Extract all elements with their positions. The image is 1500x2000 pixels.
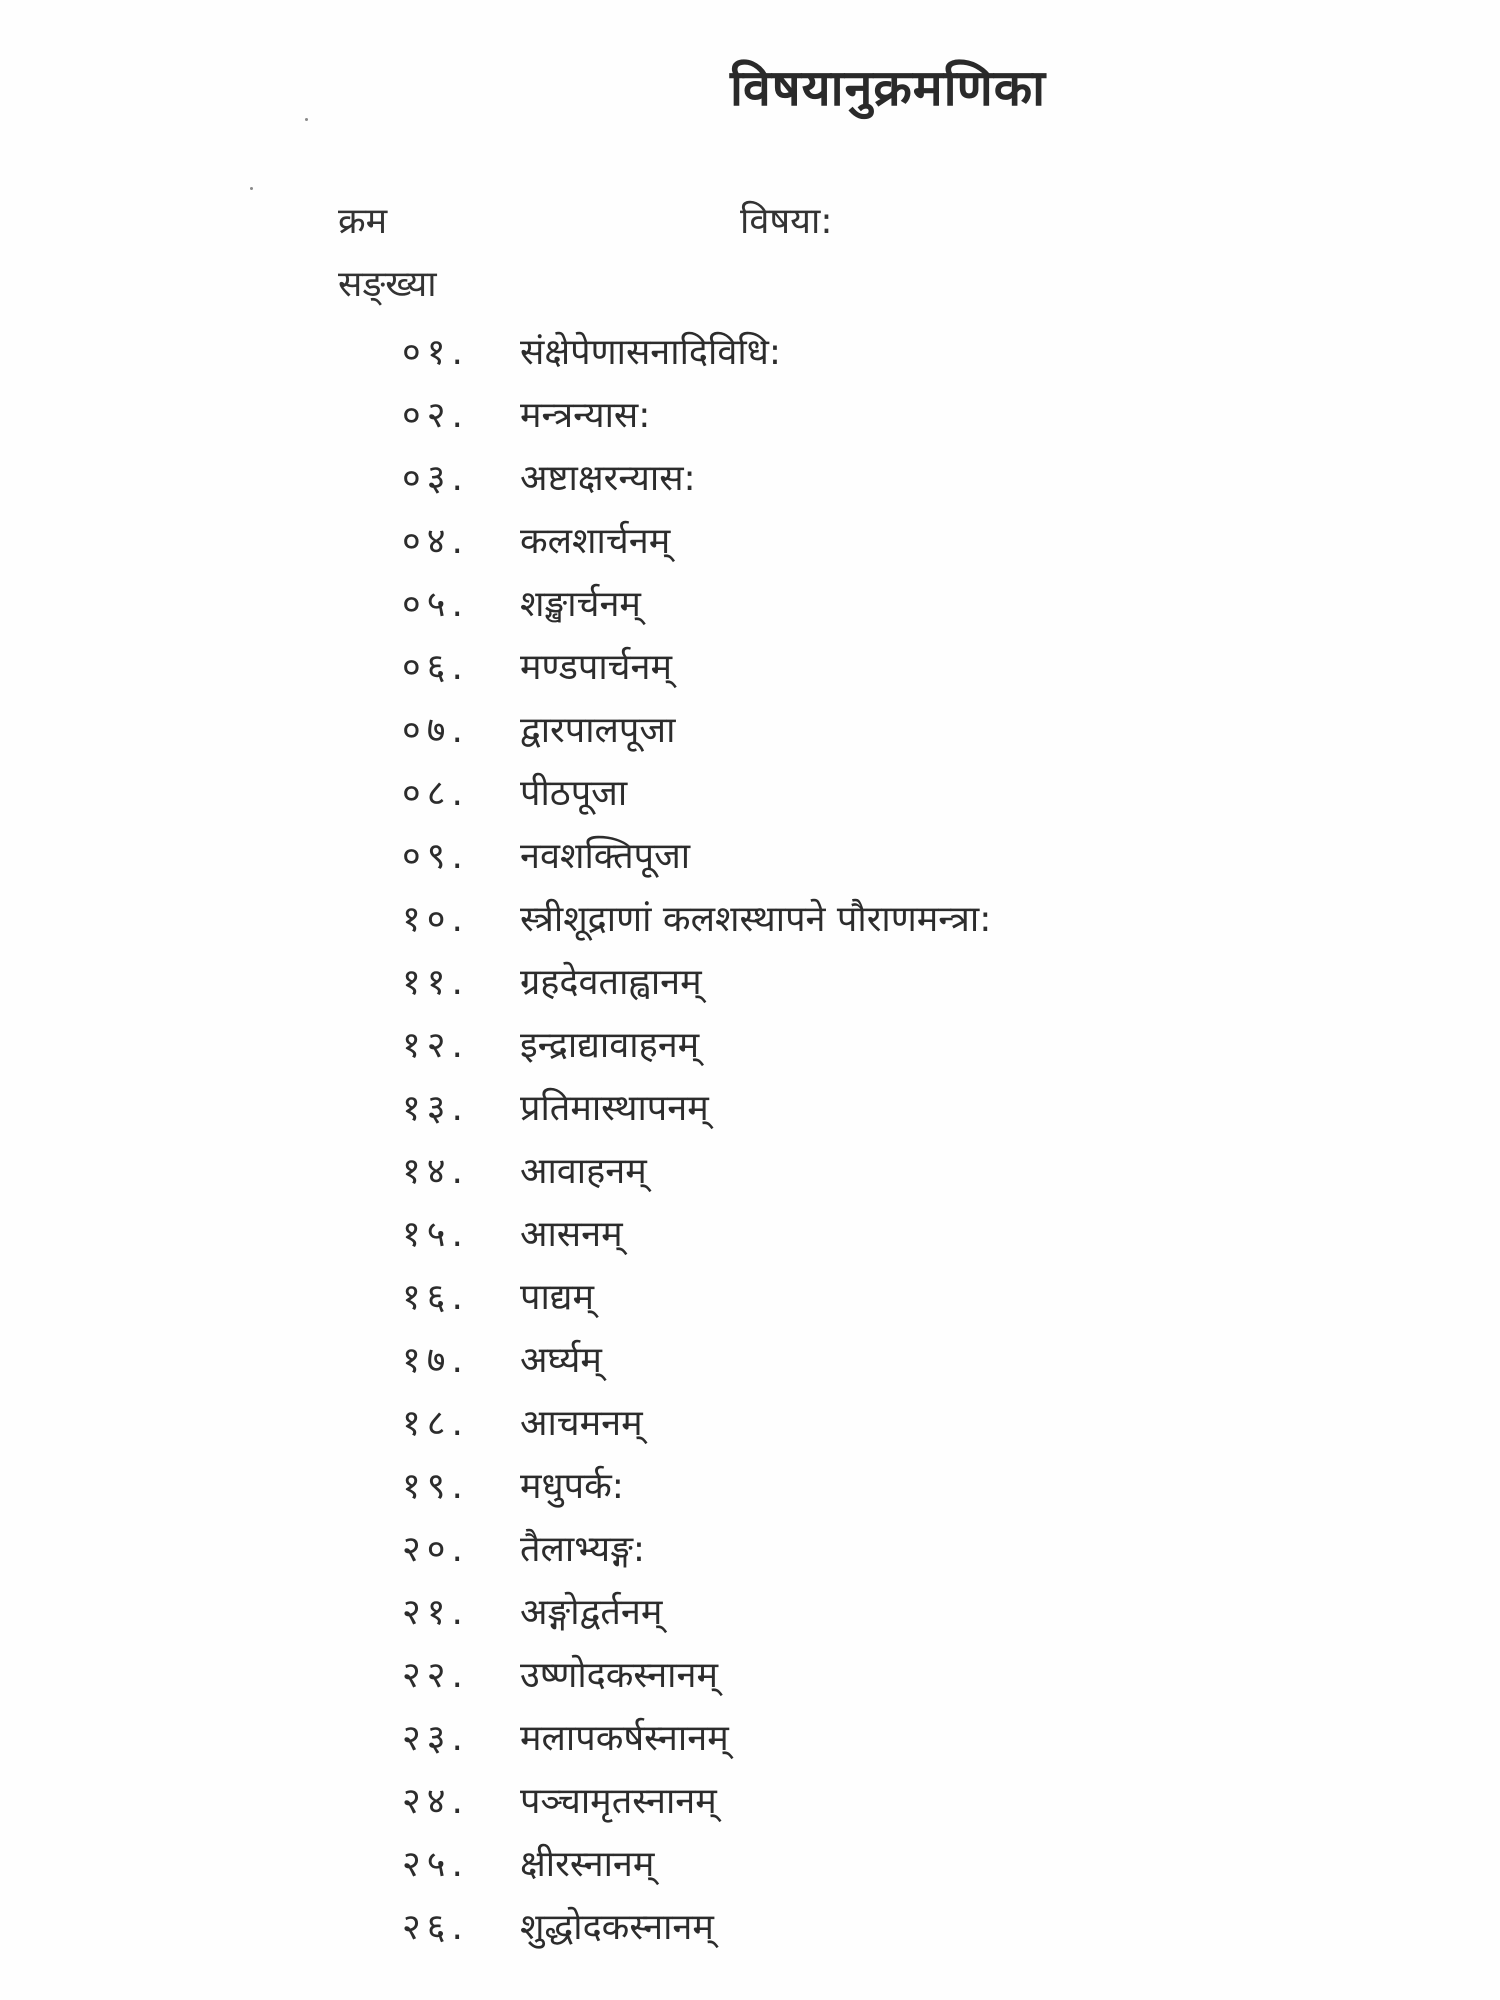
toc-entry-number: १९. [402,1466,469,1507]
toc-entry-number: ०५. [402,584,469,625]
toc-entry-title: कलशार्चनम् [520,521,671,562]
toc-entry-number: १५. [402,1214,469,1255]
toc-entry [0,633,1500,696]
toc-entry-number: ०२. [402,395,469,436]
toc-entry-title: तैलाभ्यङ्ग: [520,1529,646,1570]
toc-entry-number: २३. [402,1718,469,1759]
toc-entry [0,822,1500,885]
toc-entry [0,696,1500,759]
toc-entry [0,381,1500,444]
toc-entry-number: १३. [402,1088,469,1129]
toc-entry-title: ग्रहदेवताह्वानम् [520,962,702,1003]
toc-entry-title: आवाहनम् [520,1151,647,1192]
toc-entry [0,507,1500,570]
toc-entry-title: नवशक्तिपूजा [520,836,691,877]
toc-entry [0,1074,1500,1137]
toc-entry-number: २५. [402,1844,469,1885]
toc-entry [0,1830,1500,1893]
toc-entry-title: उष्णोदकस्नानम् [520,1655,719,1696]
toc-entry [0,1452,1500,1515]
toc-entry-title: इन्द्राद्यावाहनम् [520,1025,700,1066]
toc-entry-number: २२. [402,1655,469,1696]
toc-entry [0,1515,1500,1578]
toc-entry [0,1704,1500,1767]
toc-entry [0,1200,1500,1263]
toc-entry [0,444,1500,507]
toc-entry [0,1641,1500,1704]
toc-entry-title: स्त्रीशूद्राणां कलशस्थापने पौराणमन्त्रा: [520,899,992,940]
scan-speck [305,118,308,121]
toc-entry-title: संक्षेपेणासनादिविधि: [520,332,781,373]
toc-entry [0,1578,1500,1641]
toc-entry [0,570,1500,633]
toc-entry-number: १०. [402,899,469,940]
toc-entry-number: १७. [402,1340,469,1381]
toc-entry-number: ०८. [402,773,469,814]
toc-entry-title: शङ्खार्चनम् [520,584,641,625]
toc-entry-title: अष्टाक्षरन्यास: [520,458,696,499]
toc-entry-title: मन्त्रन्यास: [520,395,651,436]
toc-entry [0,1263,1500,1326]
toc-entry-number: ०४. [402,521,469,562]
toc-entry-number: २४. [402,1781,469,1822]
toc-entry-number: १२. [402,1025,469,1066]
toc-entry-title: पाद्यम् [520,1277,594,1318]
page-title: विषयानुक्रमणिका [730,59,1047,117]
subject-column-header: विषया: [740,201,833,242]
toc-entry-number: २०. [402,1529,469,1570]
toc-entry-number: ०७. [402,710,469,751]
toc-entry [0,1389,1500,1452]
toc-entry-number: २१. [402,1592,469,1633]
toc-entry-title: प्रतिमास्थापनम् [520,1088,709,1129]
toc-entry-title: क्षीरस्नानम् [520,1844,655,1885]
toc-entry-title: शुद्धोदकस्नानम् [520,1907,714,1948]
toc-entry [0,1767,1500,1830]
toc-entry-title: अर्घ्यम् [520,1340,602,1381]
toc-entry-number: ०६. [402,647,469,688]
toc-entry-title: द्वारपालपूजा [520,710,676,751]
toc-entry [0,1326,1500,1389]
toc-entry-title: मधुपर्क: [520,1466,624,1507]
toc-entry-title: मण्डपार्चनम् [520,647,673,688]
toc-entry [0,1137,1500,1200]
toc-entry-number: ०१. [402,332,469,373]
number-column-header-line1: क्रम [338,201,388,242]
toc-entry-title: मलापकर्षस्नानम् [520,1718,729,1759]
toc-entry [0,1893,1500,1956]
toc-entry [0,885,1500,948]
toc-entry-number: ०३. [402,458,469,499]
toc-entry-title: आसनम् [520,1214,623,1255]
table-of-contents [0,318,1500,1956]
toc-entry-number: १६. [402,1277,469,1318]
toc-entry [0,759,1500,822]
toc-entry-number: २६. [402,1907,469,1948]
toc-entry-number: १८. [402,1403,469,1444]
toc-entry [0,1011,1500,1074]
toc-entry-title: आचमनम् [520,1403,643,1444]
toc-entry-number: ०९. [402,836,469,877]
toc-entry-number: ११. [402,962,469,1003]
number-column-header-line2: सङ्ख्या [338,264,437,305]
toc-entry-title: अङ्गोद्वर्तनम् [520,1592,663,1633]
toc-entry-number: १४. [402,1151,469,1192]
toc-entry-title: पञ्चामृतस्नानम् [520,1781,717,1822]
scan-speck [250,187,253,190]
toc-entry-title: पीठपूजा [520,773,628,814]
toc-entry [0,318,1500,381]
toc-entry [0,948,1500,1011]
